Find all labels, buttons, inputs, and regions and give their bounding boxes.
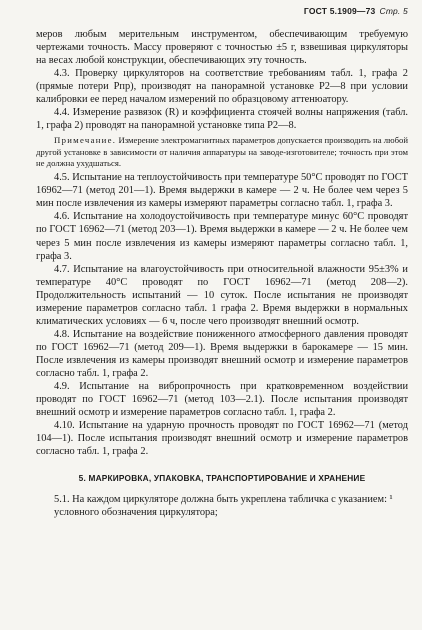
paragraph-4-7: 4.7. Испытание на влагоустойчивость при относительной влажности 95±3% и температуре 40°С проводят по ГОСТ 16962—71 (метод 208—2). Продолжительность испытаний — 10 суток. После испытания не производят измерение параметров согласно табл. 1 графа 2. Время выдержки в нормальных климатических условиях — 6 ч, после чего производят внешний осмотр. — [36, 263, 408, 327]
paragraph-4-4: 4.4. Измерение развязок (R) и коэффициента стоячей волны напряжения (табл. 1, графа 2) проводят на панорамной установке типа Р2—8. — [36, 107, 408, 132]
list-item-designation: условного обозначения циркулятора; — [54, 507, 218, 519]
paragraph-4-8: 4.8. Испытание на воздействие пониженного атмосферного давления проводят по ГОСТ 16962—71 (метод 209—1). Время выдержки в барокамере — 15 мин. После извлечения из камеры производят внешний осмотр и измерение параметров согласно табл. 1, графа 2. — [36, 328, 408, 379]
paragraph-4-6: 4.6. Испытание на холодоустойчивость при температуре минус 60°С проводят по ГОСТ 16962—71 (метод 203—1). Время выдержки в камере — 2 ч. Не более чем через 5 мин после извлечения из камеры измеряют параметры согласно табл. 1, графа 3. — [36, 211, 408, 262]
paragraph-4-5: 4.5. Испытание на теплоустойчивость при температуре 50°С проводят по ГОСТ 16962—71 (метод 201—1). Время выдержки в камере — 2 ч. Не более чем через 5 мин после извлечения из камеры измеряют параметры согласно табл. 1, графа 3. — [36, 172, 408, 210]
note-text: Измерение электромагнитных параметров допускается производить на любой другой установке в зависимости от наличия аппаратуры на заводе-изготовителе; точность при этом не должна ухудшаться. — [36, 135, 408, 168]
paragraph-4-10: 4.10. Испытание на ударную прочность проводят по ГОСТ 16962—71 (метод 104—1). После испытания производят внешний осмотр и измерение параметров согласно табл. 1, графа 2. — [36, 420, 408, 458]
paragraph-5-1: 5.1. На каждом циркуляторе должна быть укреплена табличка с указанием: ¹ — [54, 494, 393, 506]
paragraph-4-2-continuation: меров любым мерительным инструментом, обеспечивающим требуемую чертежами точность. Массу проверяют с точностью ±5 г, взвешивая циркуляторы на весах любой конструкции, обеспечивающих эту точность. — [36, 29, 408, 67]
note — [36, 135, 408, 169]
document-body — [36, 28, 408, 519]
paragraph-4-3: 4.3. Проверку циркуляторов на соответствие требованиям табл. 1, графа 2 (прямые потери Pпр), производят на панорамной установке Р2—8 при условии калибровки ее перед началом измерений по образцовому аттенюатору. — [36, 68, 408, 106]
paragraph-4-9: 4.9. Испытание на вибропрочность при кратковременном воздействии проводят по ГОСТ 16962—71 (метод 103—2.1). После испытания производят внешний осмотр и измерение параметров согласно табл. 1, графа 2. — [36, 381, 408, 419]
page-header — [304, 6, 408, 16]
section-title: 5. МАРКИРОВКА, УПАКОВКА, ТРАНСПОРТИРОВАНИЕ И ХРАНЕНИЕ — [78, 473, 366, 484]
page-number: Стр. 5 — [379, 6, 408, 16]
note-label: Примечание. — [54, 135, 117, 146]
standard-number: ГОСТ 5.1909—73 — [303, 6, 376, 16]
